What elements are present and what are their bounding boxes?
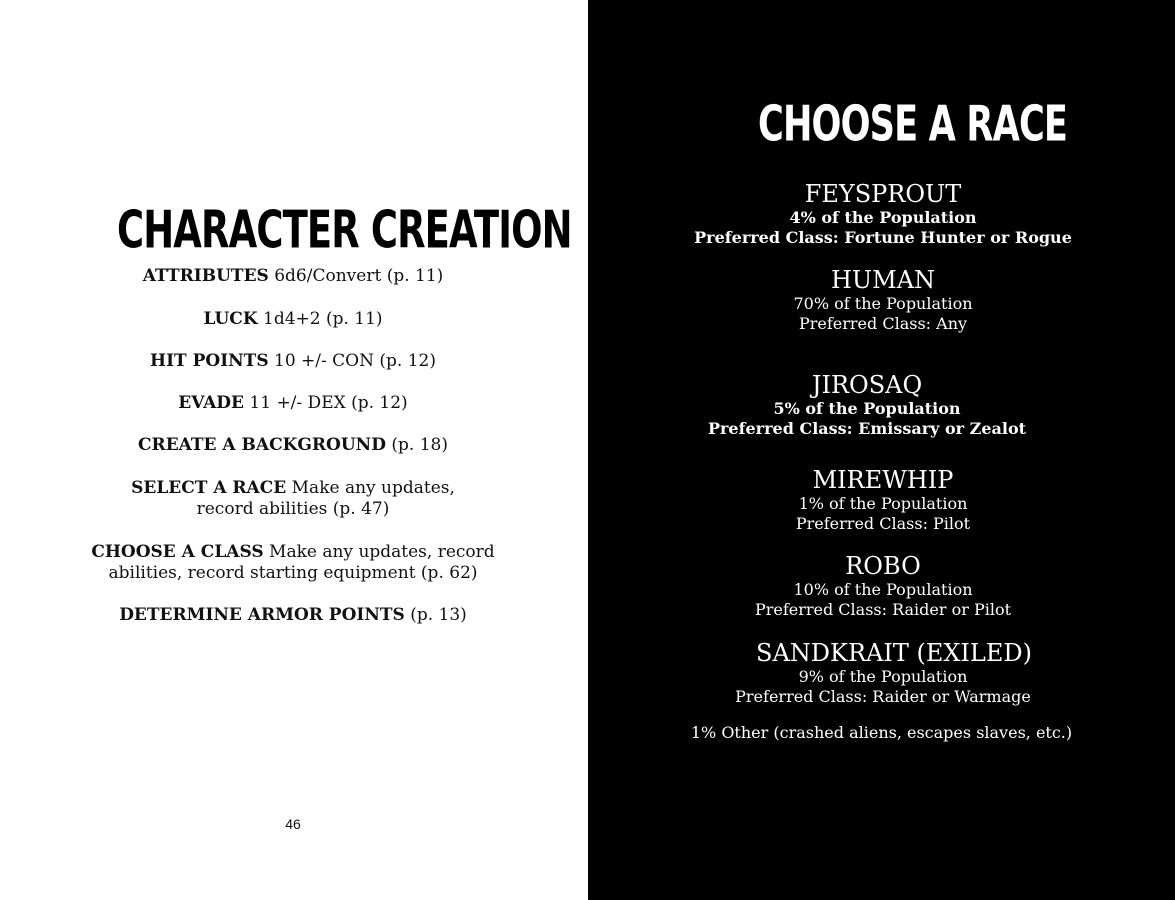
step-text: (p. 18): [385, 435, 448, 455]
race-population: 10% of the Population: [793, 580, 973, 599]
step-label: DETERMINE ARMOR POINTS: [119, 605, 405, 625]
step-determine-armor-points: [70, 605, 516, 626]
step-text: (p. 13): [404, 605, 467, 625]
race-name: MIREWHIP: [812, 466, 954, 494]
race-mirewhip: [683, 467, 1083, 534]
step-hit-points: [70, 351, 516, 372]
step-select-race: [100, 478, 486, 520]
race-name: FEYSPROUT: [804, 180, 962, 208]
step-text: Make any updates, record abilities (p. 47): [196, 478, 455, 519]
step-label: CHOOSE A CLASS: [91, 542, 264, 562]
race-name: ROBO: [845, 552, 921, 580]
race-name: JIROSAQ: [811, 371, 923, 399]
step-attributes: [70, 266, 516, 287]
step-create-background: [70, 435, 516, 456]
race-human: [683, 267, 1083, 334]
step-label: HIT POINTS: [150, 351, 269, 371]
step-evade: [70, 393, 516, 414]
page-number: 46: [285, 816, 301, 832]
race-robo: [683, 553, 1083, 620]
race-preferred-class: Preferred Class: Raider or Warmage: [735, 687, 1031, 706]
step-label: LUCK: [203, 309, 258, 329]
race-population: 4% of the Population: [789, 208, 977, 227]
page-title-choose-a-race: CHOOSE A RACE: [758, 96, 1068, 153]
other-races-note: 1% Other (crashed aliens, escapes slaves, etc.): [690, 723, 1073, 742]
race-preferred-class: Preferred Class: Fortune Hunter or Rogue: [694, 228, 1072, 247]
step-text: 10 +/- CON (p. 12): [268, 351, 436, 371]
race-preferred-class: Preferred Class: Emissary or Zealot: [707, 419, 1027, 438]
step-luck: [70, 309, 516, 330]
race-preferred-class: Preferred Class: Raider or Pilot: [754, 600, 1012, 619]
step-label: CREATE A BACKGROUND: [138, 435, 386, 455]
step-label: SELECT A RACE: [131, 478, 287, 498]
race-jirosaq: [667, 372, 1067, 439]
step-text: 1d4+2 (p. 11): [257, 309, 383, 329]
step-text: 6d6/Convert (p. 11): [268, 266, 444, 286]
race-sandkrait-exiled: [683, 640, 1083, 707]
race-population: 1% of the Population: [798, 494, 968, 513]
step-text: Make any updates, record abilities, record starting equipment (p. 62): [108, 542, 495, 583]
race-name: SANDKRAIT (EXILED): [756, 639, 1032, 667]
step-label: EVADE: [178, 393, 244, 413]
race-population: 9% of the Population: [798, 667, 968, 686]
race-preferred-class: Preferred Class: Pilot: [795, 514, 971, 533]
race-preferred-class: Preferred Class: Any: [798, 314, 968, 333]
step-choose-class: [90, 542, 496, 584]
page-title-character-creation: CHARACTER CREATION: [117, 200, 572, 260]
race-population: 5% of the Population: [773, 399, 961, 418]
race-population: 70% of the Population: [793, 294, 973, 313]
step-label: ATTRIBUTES: [142, 266, 269, 286]
step-text: 11 +/- DEX (p. 12): [244, 393, 408, 413]
race-name: HUMAN: [830, 266, 936, 294]
race-feysprout: [683, 181, 1083, 248]
